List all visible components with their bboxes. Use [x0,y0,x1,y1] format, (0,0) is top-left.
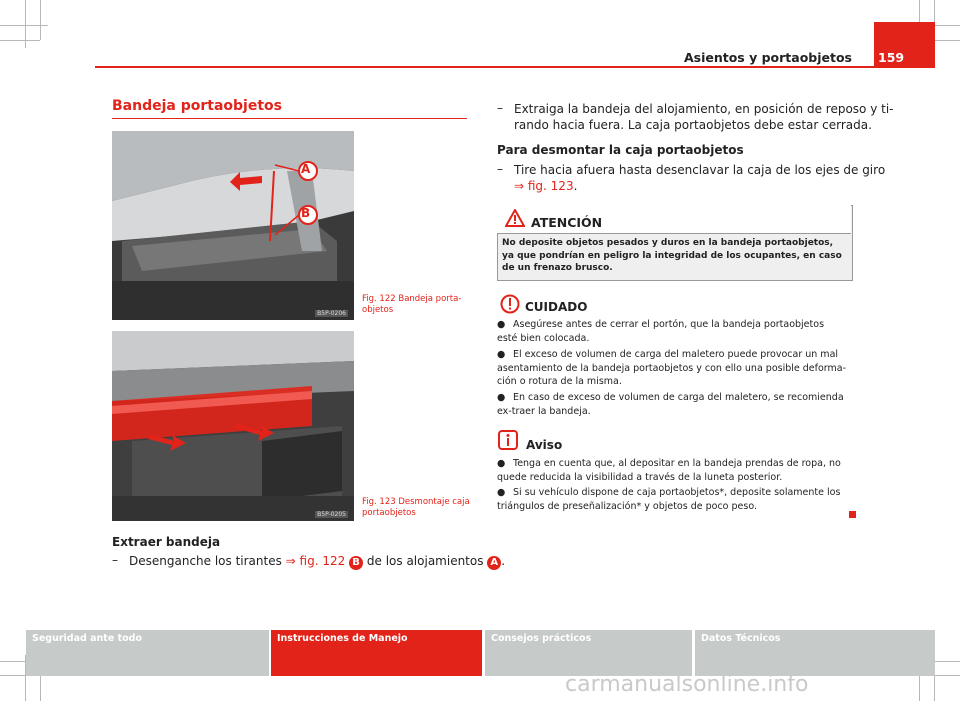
figure-123-caption: Fig. 123 Desmontaje caja portaobjetos [362,497,470,518]
crop-mark [0,40,40,41]
caution-item [497,318,847,345]
tab-label: Consejos prácticos [491,633,592,644]
caution-icon [500,294,520,314]
page-number: 159 [878,50,905,65]
tab-seguridad[interactable] [26,630,269,676]
figure-122-image [112,131,354,320]
page-header-title: Asientos y portaobjetos [683,50,852,65]
tab-label: Instrucciones de Manejo [277,633,408,644]
tab-label: Seguridad ante todo [32,633,142,644]
header-rule [95,66,935,68]
tab-datos[interactable] [695,630,935,676]
section-rule [112,118,467,119]
callout-a-label: A [301,162,311,176]
warning-triangle-icon [505,209,525,227]
caution-title: CUIDADO [525,300,588,314]
subheading-extract-shelf: Extraer bandeja [112,535,221,549]
figure-122-caption: Fig. 122 Bandeja porta-objetos [362,294,462,315]
callout-b-label: B [301,206,311,220]
bullet: ● [497,487,506,498]
tab-label: Datos Técnicos [701,633,781,644]
crop-mark [40,0,41,40]
bullet: ● [497,458,506,469]
step-3-line2 [514,178,577,194]
step-2-line1: Extraiga la bandeja del alojamiento, en posición de reposo y ti- [514,102,894,116]
section-end-marker [849,511,856,518]
caution-item [497,348,847,389]
bullet: ● [497,349,506,360]
step-dash: – [497,162,503,176]
tab-instrucciones[interactable] [271,630,482,676]
ref-b-badge: B [349,556,363,570]
tab-consejos[interactable] [485,630,692,676]
caution-item-text: Asegúrese antes de cerrar el portón, que la bandeja portaobjetos esté bien colocada. [497,319,825,344]
caution-item [497,391,847,418]
bullet: ● [497,319,506,330]
section-title: Bandeja portaobjetos [112,98,282,114]
step-1-text: . [501,554,506,568]
step-2-line2: rando hacia fuera. La caja portaobjetos debe estar cerrada. [514,118,872,132]
step-1-text: de los alojamientos [363,554,488,568]
info-icon [498,430,518,450]
figure-122-link[interactable]: ⇒ fig. 122 [285,554,346,568]
bullet: ● [497,392,506,403]
figure-123-image [112,331,354,521]
step-3-end: . [573,179,578,193]
step-1-text: Desenganche los tirantes [129,554,286,568]
subheading-remove-box: Para desmontar la caja portaobjetos [497,143,744,157]
watermark: carmanualsonline.info [565,672,809,697]
note-item [497,457,847,484]
step-dash: – [112,553,118,567]
note-item-text: Si su vehículo dispone de caja portaobjetos*, deposite solamente los triángulos de preseñalización* y objetos de poco peso. [497,487,841,512]
ref-a-badge: A [487,556,501,570]
note-item-text: Tenga en cuenta que, al depositar en la bandeja prendas de ropa, no quede reducida la visibilidad a través de la luneta posterior. [497,458,841,483]
warning-body: No deposite objetos pesados y duros en la bandeja portaobjetos, ya que pondrían en peligro la integridad de los ocupantes, en caso de un frenazo brusco. [502,238,842,273]
figure-code: B5P-0205 [317,511,346,518]
note-title: Aviso [526,438,563,452]
figure-123-link[interactable]: ⇒ fig. 123 [514,179,574,193]
step-3-line1: Tire hacia afuera hasta desenclavar la caja de los ejes de giro [514,163,886,177]
warning-title: ATENCIÓN [531,215,603,230]
step-1 [129,553,505,570]
storage-box-illustration [112,331,354,521]
caution-item-text: El exceso de volumen de carga del maletero puede provocar un mal asentamiento de la bandeja portaobjetos y con ello una posible deforma-ción o rotura de la misma. [497,349,847,387]
trunk-shelf-illustration [112,131,354,320]
step-dash: – [497,101,503,115]
caution-item-text: En caso de exceso de volumen de carga del maletero, se recomienda ex-traer la bandeja. [497,392,844,417]
figure-code: B5P-0206 [317,310,346,317]
note-item [497,486,847,513]
